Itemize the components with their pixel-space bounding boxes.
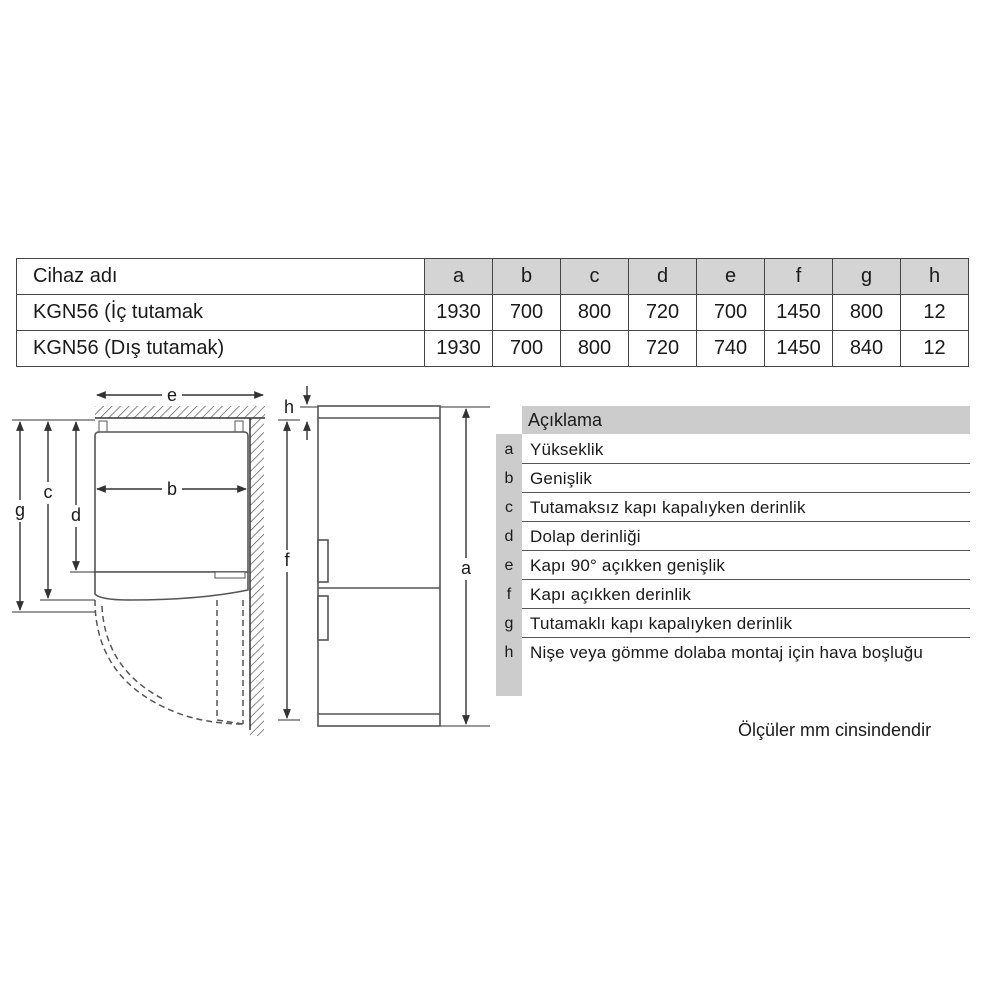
legend-letter: a: [504, 441, 514, 458]
cell-e: 700: [697, 295, 765, 331]
cell-a: 1930: [425, 331, 493, 367]
legend-text: Tutamaksız kapı kapalıyken derinlik: [530, 498, 806, 517]
legend-text: Dolap derinliği: [530, 527, 641, 546]
cell-g: 840: [833, 331, 901, 367]
label-e: e: [166, 385, 178, 405]
legend-item-g: [496, 609, 970, 638]
legend-letter: h: [504, 644, 514, 661]
cell-a: 1930: [425, 295, 493, 331]
row-device-name: KGN56 (İç tutamak: [17, 295, 425, 331]
label-h: h: [283, 397, 295, 417]
legend-letter: c: [505, 499, 513, 516]
cell-f: 1450: [765, 331, 833, 367]
cell-b: 700: [493, 331, 561, 367]
legend-letter: f: [506, 586, 512, 603]
legend-text: Kapı açıkken derinlik: [530, 585, 692, 604]
label-d: d: [70, 505, 82, 525]
cell-c: 800: [561, 331, 629, 367]
header-col-b: b: [493, 259, 561, 295]
legend-text: Tutamaklı kapı kapalıyken derinlik: [530, 614, 793, 633]
legend-item-e: [496, 551, 970, 580]
legend-letter: g: [504, 615, 514, 632]
cell-b: 700: [493, 295, 561, 331]
legend-text: Genişlik: [530, 469, 593, 488]
header-device-name: Cihaz adı: [17, 259, 425, 295]
header-col-d: d: [629, 259, 697, 295]
legend-title: Açıklama: [522, 406, 970, 434]
legend-text: Kapı 90° açıkken genişlik: [530, 556, 726, 575]
legend-item-a: [496, 435, 970, 464]
table-row: [17, 295, 969, 331]
dimension-table: [16, 258, 969, 367]
legend-item-f: [496, 580, 970, 609]
table-header: [17, 259, 969, 295]
table-header-row: [17, 259, 969, 295]
header-col-a: a: [425, 259, 493, 295]
units-note: Ölçüler mm cinsindendir: [738, 720, 932, 740]
cell-g: 800: [833, 295, 901, 331]
cell-f: 1450: [765, 295, 833, 331]
table-body: [17, 295, 969, 367]
label-f: f: [284, 550, 290, 570]
legend-item-d: [496, 522, 970, 551]
legend-letter: e: [504, 557, 514, 574]
header-col-g: g: [833, 259, 901, 295]
fridge-top-view: [95, 421, 248, 600]
legend-text: Yükseklik: [530, 440, 604, 459]
table-row: [17, 331, 969, 367]
cell-h: 12: [901, 331, 969, 367]
legend-letter: d: [504, 528, 514, 545]
cell-c: 800: [561, 295, 629, 331]
cell-d: 720: [629, 331, 697, 367]
legend-item-h: [496, 638, 970, 667]
legend: [496, 406, 970, 696]
legend-item-b: [496, 464, 970, 493]
header-col-c: c: [561, 259, 629, 295]
label-a: a: [460, 558, 472, 578]
legend-letter: b: [504, 470, 514, 487]
header-col-e: e: [697, 259, 765, 295]
cell-h: 12: [901, 295, 969, 331]
header-col-h: h: [901, 259, 969, 295]
legend-item-c: [496, 493, 970, 522]
cell-e: 740: [697, 331, 765, 367]
fridge-dimension-drawing: [0, 370, 500, 750]
door-swing-outline: [95, 600, 245, 724]
label-g: g: [14, 500, 26, 520]
cell-d: 720: [629, 295, 697, 331]
label-b: b: [166, 479, 178, 499]
fridge-side-view: [318, 406, 440, 726]
row-device-name: KGN56 (Dış tutamak): [17, 331, 425, 367]
label-c: c: [43, 482, 53, 502]
header-col-f: f: [765, 259, 833, 295]
legend-text: Nişe veya gömme dolaba montaj için hava boşluğu: [530, 643, 924, 662]
